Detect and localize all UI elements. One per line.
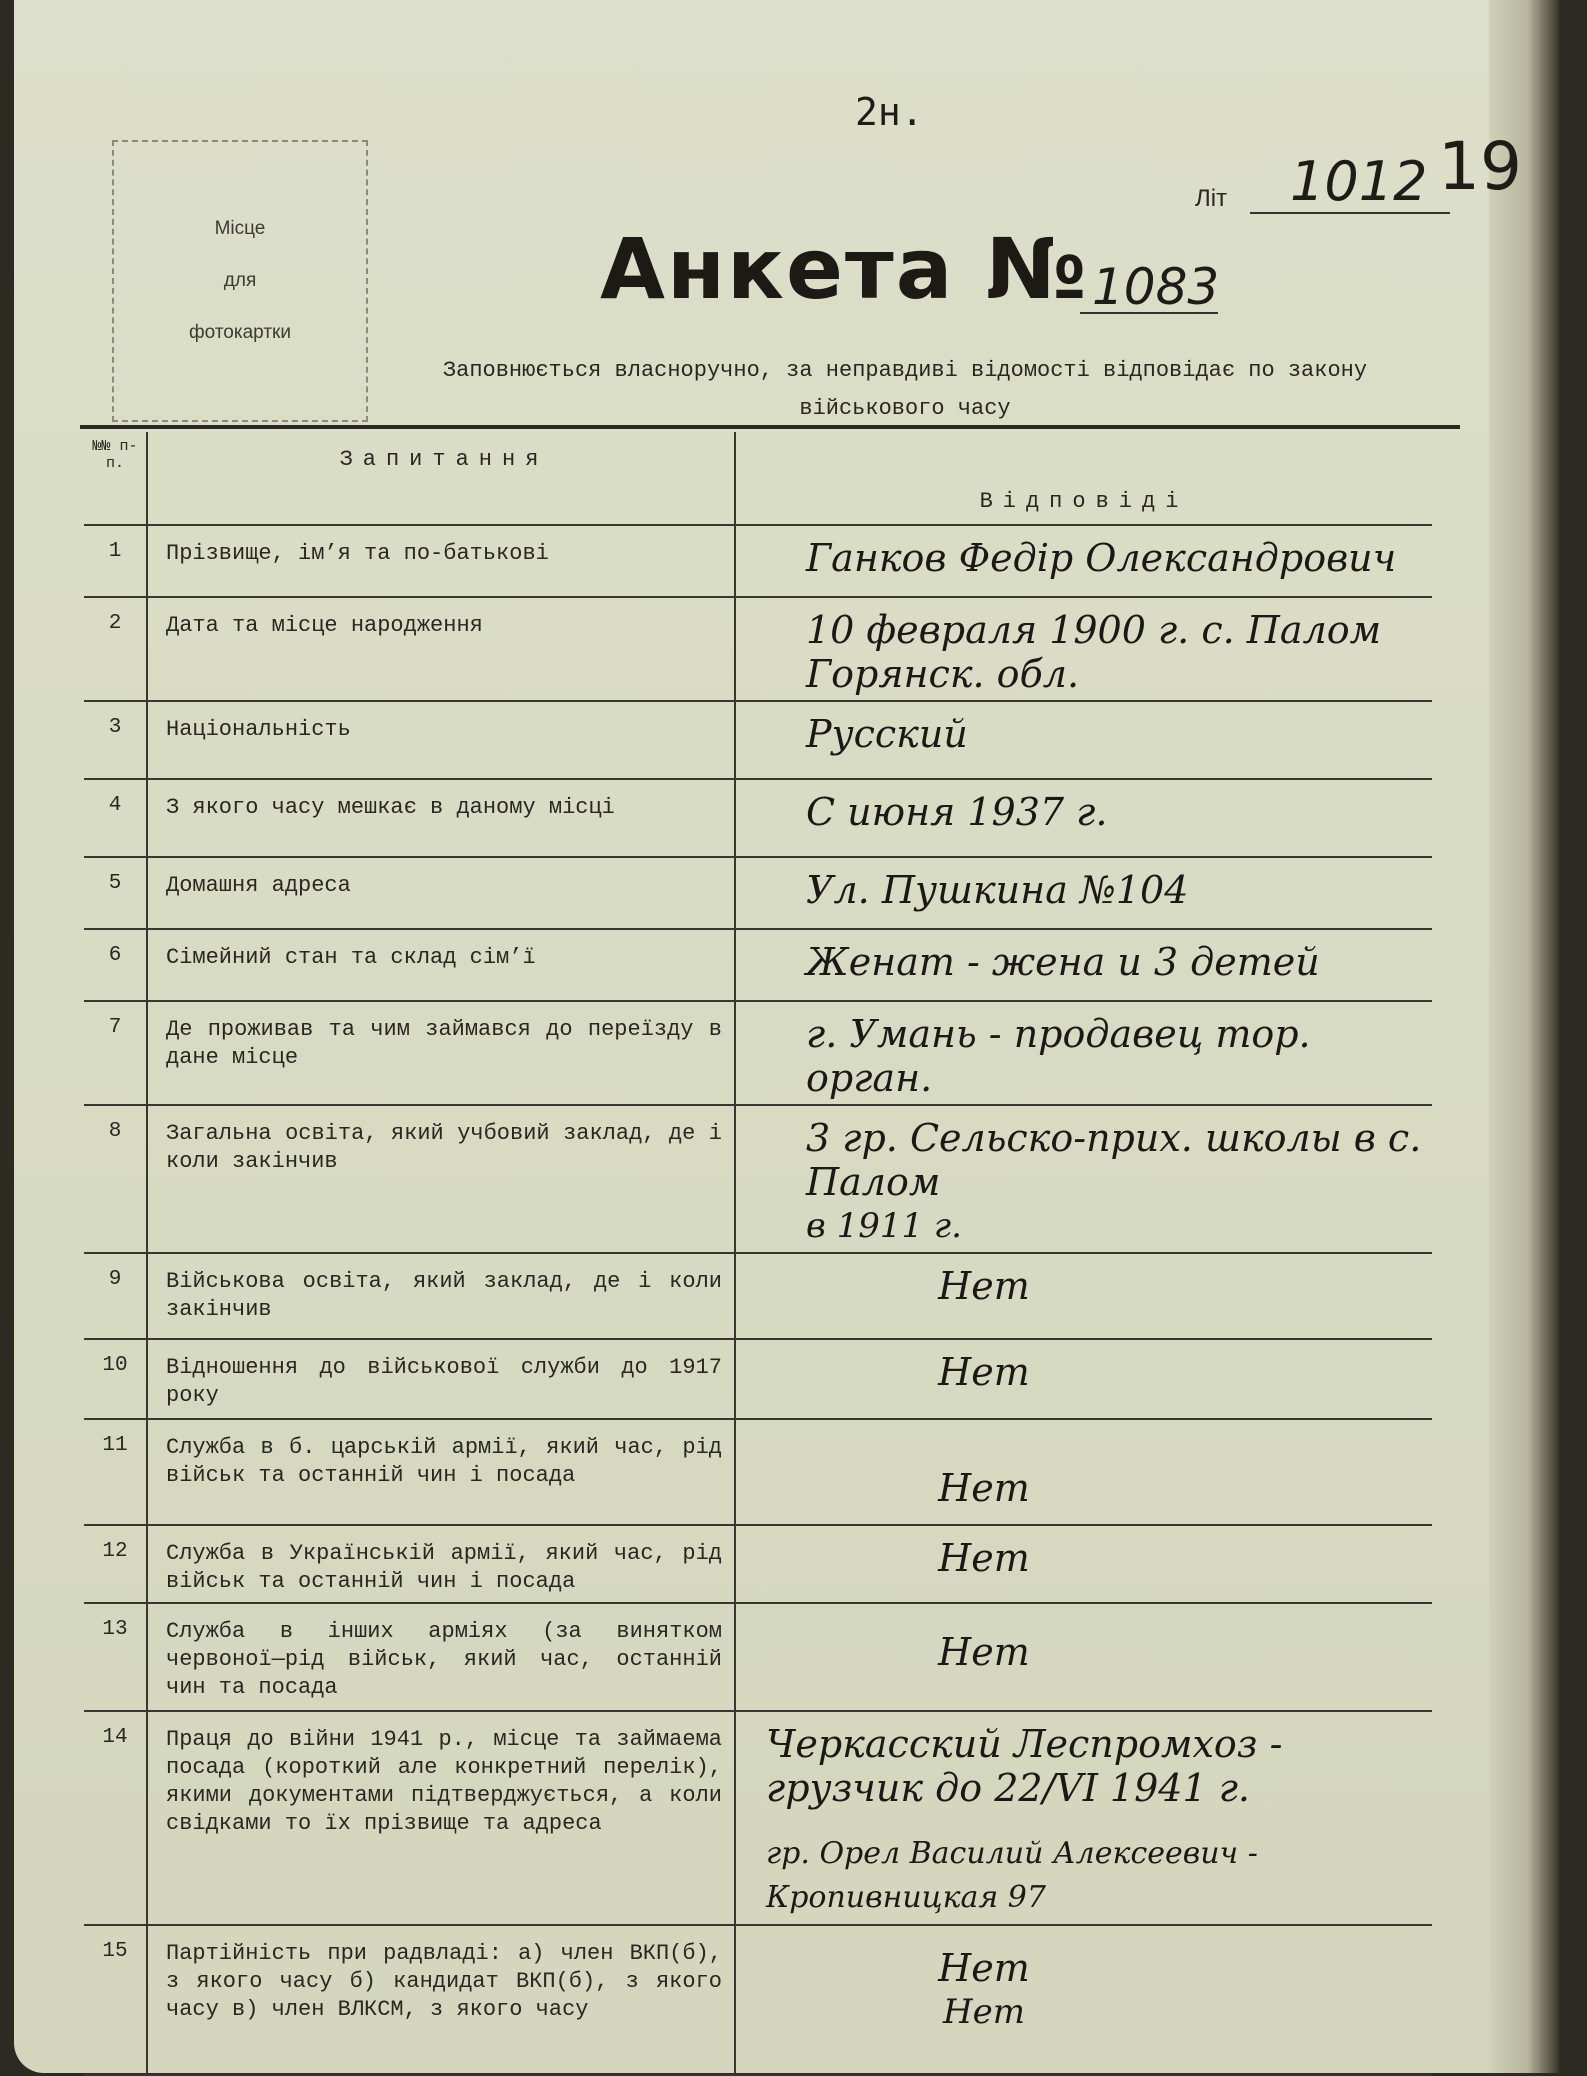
row-answer-line1: Черкасский Леспромхоз - грузчик до 22/VI 1941 г.	[766, 1722, 1283, 1810]
row-question: Праця до війни 1941 р., місце та займаема посада (короткий але конкретний перелік), якими документами підтверджується, а коли свідками то їх прізвище та адреса	[147, 1711, 735, 1925]
table-row	[84, 1105, 1432, 1253]
page-edge-shadow	[1489, 0, 1559, 2073]
row-answer	[735, 1711, 1432, 1925]
row-answer-line2: в 1911 г.	[806, 1206, 962, 1246]
row-answer: Ул. Пушкина №104	[735, 857, 1432, 929]
row-question: Сімейний стан та склад сім’ї	[147, 929, 735, 1001]
row-answer: С июня 1937 г.	[735, 779, 1432, 857]
header-rule	[80, 425, 1460, 429]
row-question: Служба в інших арміях (за винятком червоної—рід військ, який час, останній чин та посада	[147, 1603, 735, 1711]
table-row	[84, 525, 1432, 597]
row-question: Служба в Українській армії, який час, рід військ та останній чин і посада	[147, 1525, 735, 1603]
row-answer-line2: Нет	[942, 1992, 1025, 2032]
row-answer: Нет	[735, 1419, 1432, 1525]
row-number: 2	[84, 597, 147, 701]
row-number: 15	[84, 1925, 147, 2075]
row-answer-line2: гр. Орел Василий Алексеевич - Кропивницкая 97	[766, 1836, 1258, 1915]
row-number: 1	[84, 525, 147, 597]
row-number: 10	[84, 1339, 147, 1419]
table-row	[84, 1711, 1432, 1925]
row-question: Військова освіта, який заклад, де і коли закінчив	[147, 1253, 735, 1339]
table-row	[84, 1603, 1432, 1711]
row-question: Національність	[147, 701, 735, 779]
questionnaire-table	[84, 432, 1432, 2076]
row-question: Загальна освіта, який учбовий заклад, де і коли закінчив	[147, 1105, 735, 1253]
corner-page-number: 19	[1438, 128, 1522, 205]
row-answer: Нет	[735, 1603, 1432, 1711]
photo-placeholder	[112, 140, 368, 422]
row-number: 8	[84, 1105, 147, 1253]
row-number: 3	[84, 701, 147, 779]
row-answer-line1: Нет	[938, 1946, 1030, 1990]
sheet-mark: 2н.	[855, 90, 924, 134]
table-header-row	[84, 432, 1432, 525]
form-title: Анкета №	[600, 220, 1089, 318]
table-row	[84, 779, 1432, 857]
lit-label: Літ	[1195, 185, 1228, 212]
row-number: 7	[84, 1001, 147, 1105]
photo-placeholder-line2: для	[223, 270, 257, 291]
row-answer: Ганков Федір Олександрович	[735, 525, 1432, 597]
header-num: №№ п-п.	[84, 432, 147, 525]
row-answer: Нет	[735, 1339, 1432, 1419]
row-number: 12	[84, 1525, 147, 1603]
table-row	[84, 857, 1432, 929]
header-answer: Відповіді	[735, 432, 1432, 525]
row-question: Де проживав та чим займався до переїзду в дане місце	[147, 1001, 735, 1105]
table-row	[84, 1419, 1432, 1525]
row-number: 13	[84, 1603, 147, 1711]
lit-value: 1012	[1290, 150, 1428, 213]
table-row	[84, 1925, 1432, 2075]
row-answer	[735, 1105, 1432, 1253]
table-row	[84, 1253, 1432, 1339]
table-row	[84, 1525, 1432, 1603]
table-row	[84, 597, 1432, 701]
row-answer: Женат - жена и 3 детей	[735, 929, 1432, 1001]
photo-placeholder-line3: фотокартки	[189, 322, 291, 343]
row-number: 5	[84, 857, 147, 929]
row-question: Домашня адреса	[147, 857, 735, 929]
photo-placeholder-line1: Місце	[214, 218, 266, 239]
row-question: З якого часу мешкає в даному місці	[147, 779, 735, 857]
row-answer-line1: 3 гр. Сельско-прих. школы в с. Палом	[806, 1116, 1422, 1204]
form-instruction: Заповнюється власноручно, за неправдиві відомості відповідає по закону військового часу	[442, 358, 1368, 421]
row-number: 9	[84, 1253, 147, 1339]
row-answer	[735, 1925, 1432, 2075]
row-number: 11	[84, 1419, 147, 1525]
row-answer: Нет	[735, 1253, 1432, 1339]
row-answer: Нет	[735, 1525, 1432, 1603]
row-answer: г. Умань - продавец тор. орган.	[735, 1001, 1432, 1105]
table-row	[84, 1001, 1432, 1105]
row-number: 6	[84, 929, 147, 1001]
form-number: 1083	[1092, 258, 1220, 316]
row-question: Партійність при радвладі: а) член ВКП(б), з якого часу б) кандидат ВКП(б), з якого часу в) член ВЛКСМ, з якого часу	[147, 1925, 735, 2075]
row-question: Служба в б. царській армії, який час, рід військ та останній чин і посада	[147, 1419, 735, 1525]
table-row	[84, 929, 1432, 1001]
header-question: Запитання	[147, 432, 735, 525]
row-number: 14	[84, 1711, 147, 1925]
table-row	[84, 1339, 1432, 1419]
row-question: Відношення до військової служби до 1917 року	[147, 1339, 735, 1419]
row-question: Прізвище, ім’я та по-батькові	[147, 525, 735, 597]
row-number: 4	[84, 779, 147, 857]
table-row	[84, 701, 1432, 779]
row-answer: Русский	[735, 701, 1432, 779]
row-answer: 10 февраля 1900 г. с. Палом Горянск. обл.	[735, 597, 1432, 701]
row-question: Дата та місце народження	[147, 597, 735, 701]
